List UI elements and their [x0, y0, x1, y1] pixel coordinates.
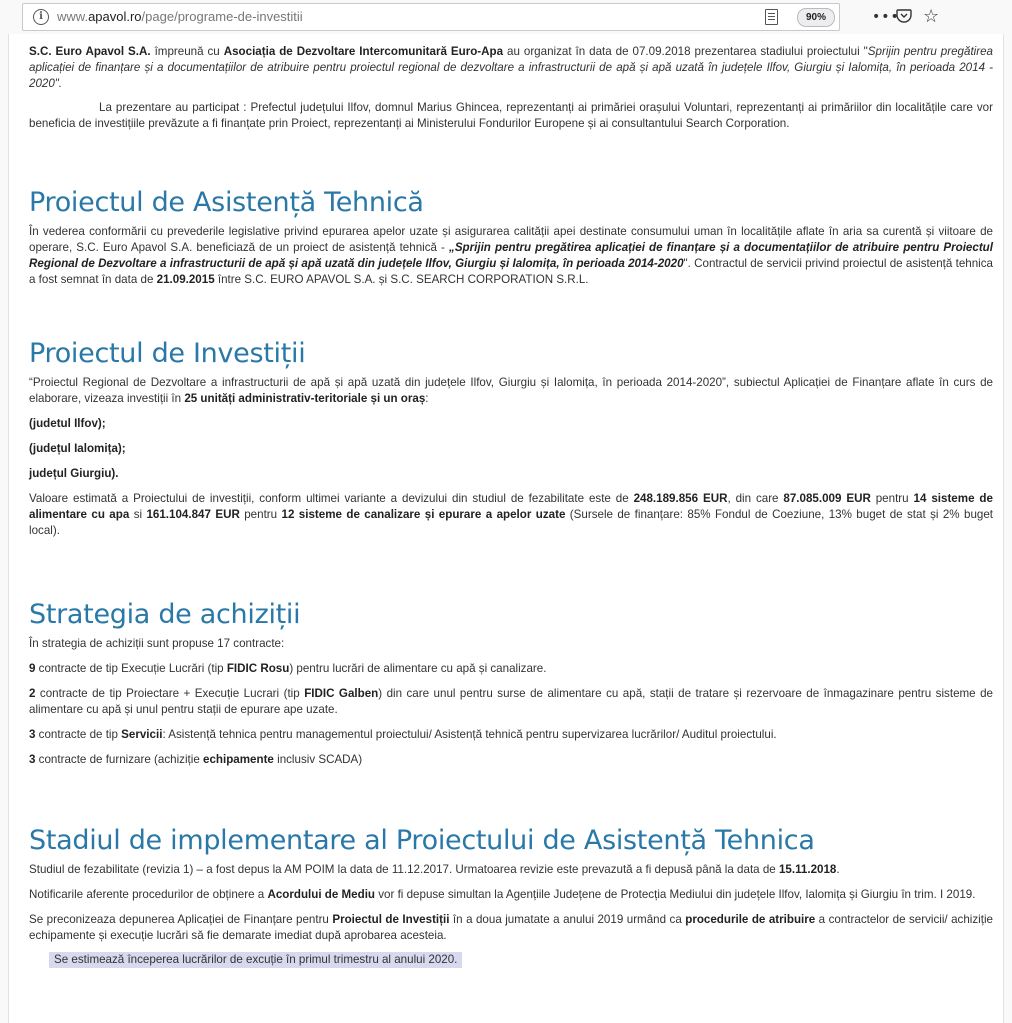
zoom-level-badge[interactable]: 90% — [797, 8, 835, 27]
reader-view-icon[interactable] — [765, 9, 778, 25]
browser-toolbar — [0, 0, 1012, 33]
county-item: județul Giurgiu). — [29, 467, 119, 480]
url-text[interactable] — [57, 9, 303, 24]
investment-project-section — [29, 337, 993, 539]
page-content — [8, 34, 1004, 1023]
address-bar[interactable] — [22, 3, 940, 31]
section-paragraph: În strategia de achiziții sunt propuse 17 contracte: — [29, 637, 285, 650]
highlighted-note — [29, 952, 993, 968]
url-domain: apavol.ro — [88, 9, 142, 24]
county-item: (judetul Ilfov); — [29, 417, 106, 430]
more-actions-icon[interactable]: ••• — [872, 9, 900, 25]
procurement-strategy-section — [29, 598, 993, 768]
intro-paragraph-1: S.C. Euro Apavol S.A. împreună cu Asociația de Dezvoltare Intercomunitară Euro-Apa au organizat în data de 07.09.2018 prezentarea stadiului proiectului "Sprijin pentru pregătirea aplicației de finanțare și a documentațiilor de atribuire pentru proiectul regional de dezvoltare a infrastructurii de apă și apă uzată în județele Ilfov, Giurgiu și Ialomița, în perioada 2014 - 2020". — [29, 45, 993, 90]
estimated-value-paragraph: Valoare estimată a Proiectului de investiții, conform ultimei variante a devizului din studiul de fezabilitate este de 248.189.856 EUR, din care 87.085.009 EUR pentru 14 sisteme de alimentare cu apa si 161.104.847 EUR pentru 12 sisteme de canalizare și epurare a apelor uzate (Sursele de finanțare: 85% Fondul de Coeziune, 13% buget de stat și 2% buget local). — [29, 492, 994, 537]
section-heading: Strategia de achiziții — [29, 599, 301, 630]
section-paragraph: În vederea conformării cu prevederile legislative privind epurarea apelor uzate și asigurarea calității apei destinate consumului uman în localitățile aflate în aria sa curentă și viitoare de operare, S.C. Euro Apavol S.A. beneficiază de un proiect de asistență tehnică - „Sprijin pentru pregătirea aplicației de finanțare și a documentațiilor de atribuire pentru Proiectul Regional de Dezvoltare a infrastructurii de apă și apă uzată din județele Ilfov, Giurgiu și Ialomița, în perioada 2014-2020". Contractul de servicii privind proiectul de asistență tehnica a fost semnat în data de 21.09.2015 între S.C. EURO APAVOL S.A. și S.C. SEARCH CORPORATION S.R.L. — [29, 225, 993, 286]
section-heading: Stadiul de implementare al Proiectului de Asistență Tehnica — [29, 825, 815, 856]
contract-item: 3 contracte de furnizare (achiziție echipamente inclusiv SCADA) — [29, 753, 363, 766]
section-paragraph: “Proiectul Regional de Dezvoltare a infrastructurii de apă și apă uzată din județele Ilfov, Giurgiu și Ialomița, în perioada 2014-2020”, subiectul Aplicației de Finanțare aflate în curs de elaborare, vizeaza investiții în 25 unități administrativ-teritoriale și un oraș: — [29, 376, 993, 405]
intro-section — [29, 44, 993, 132]
section-heading: Proiectul de Asistență Tehnică — [29, 187, 424, 218]
section-paragraph: Notificarile aferente procedurilor de obținere a Acordului de Mediu vor fi depuse simultan la Agențiile Județene de Protecția Mediului din județele Ilfov, Ialomița și Giurgiu în trim. I 2019. — [29, 888, 976, 901]
highlighted-text: Se estimează începerea lucrărilor de excuție în primul trimestru al anului 2020. — [49, 952, 462, 968]
contract-item: 3 contracte de tip Servicii: Asistență tehnica pentru managementul proiectului/ Asistență tehnică pentru supervizarea lucrărilor/ Auditul proiectului. — [29, 728, 777, 741]
section-heading: Proiectul de Investiții — [29, 338, 306, 369]
contract-item: 9 contracte de tip Execuție Lucrări (tip FIDIC Rosu) pentru lucrări de alimentare cu apă și canalizare. — [29, 662, 547, 675]
pocket-icon[interactable] — [896, 9, 912, 23]
url-path: /page/programe-de-investitii — [141, 9, 303, 24]
intro-paragraph-2: La prezentare au participat : Prefectul județului Ilfov, domnul Marius Ghincea, reprezentanți ai primăriei orașului Voluntari, reprezentanți ai primăriilor din localitățile care vor beneficia de investițiile prevăzute a fi finanțate prin Proiect, reprezentanți ai Ministerului Fondurilor Europene și ai consultantului Search Corporation. — [29, 101, 993, 130]
url-prefix: www. — [57, 9, 89, 24]
section-paragraph: Studiul de fezabilitate (revizia 1) – a fost depus la AM POIM la data de 11.12.2017. Urmatoarea revizie este prevazută a fi depusă până la data de 15.11.2018. — [29, 863, 840, 876]
contract-item: 2 contracte de tip Proiectare + Execuție Lucrari (tip FIDIC Galben) din care unul pentru surse de alimentare cu apă, stații de tratare și rezervoare de înmagazinare pentru sisteme de alimentare cu apă și unul pentru stații de epurare ape uzate. — [29, 687, 993, 716]
bookmark-star-icon[interactable]: ☆ — [923, 6, 940, 27]
section-paragraph: Se preconizeaza depunerea Aplicației de Finanțare pentru Proiectul de Investiții în a doua jumatate a anului 2019 urmând ca procedurile de atribuire a contractelor de servicii/ achiziție echipamente și execuție lucrări să fie demarate imediat după aprobarea acesteia. — [29, 913, 993, 942]
county-item: (județul Ialomița); — [29, 442, 126, 455]
implementation-status-section — [29, 824, 993, 968]
technical-assistance-section — [29, 186, 993, 288]
info-icon[interactable]: i — [33, 9, 49, 25]
